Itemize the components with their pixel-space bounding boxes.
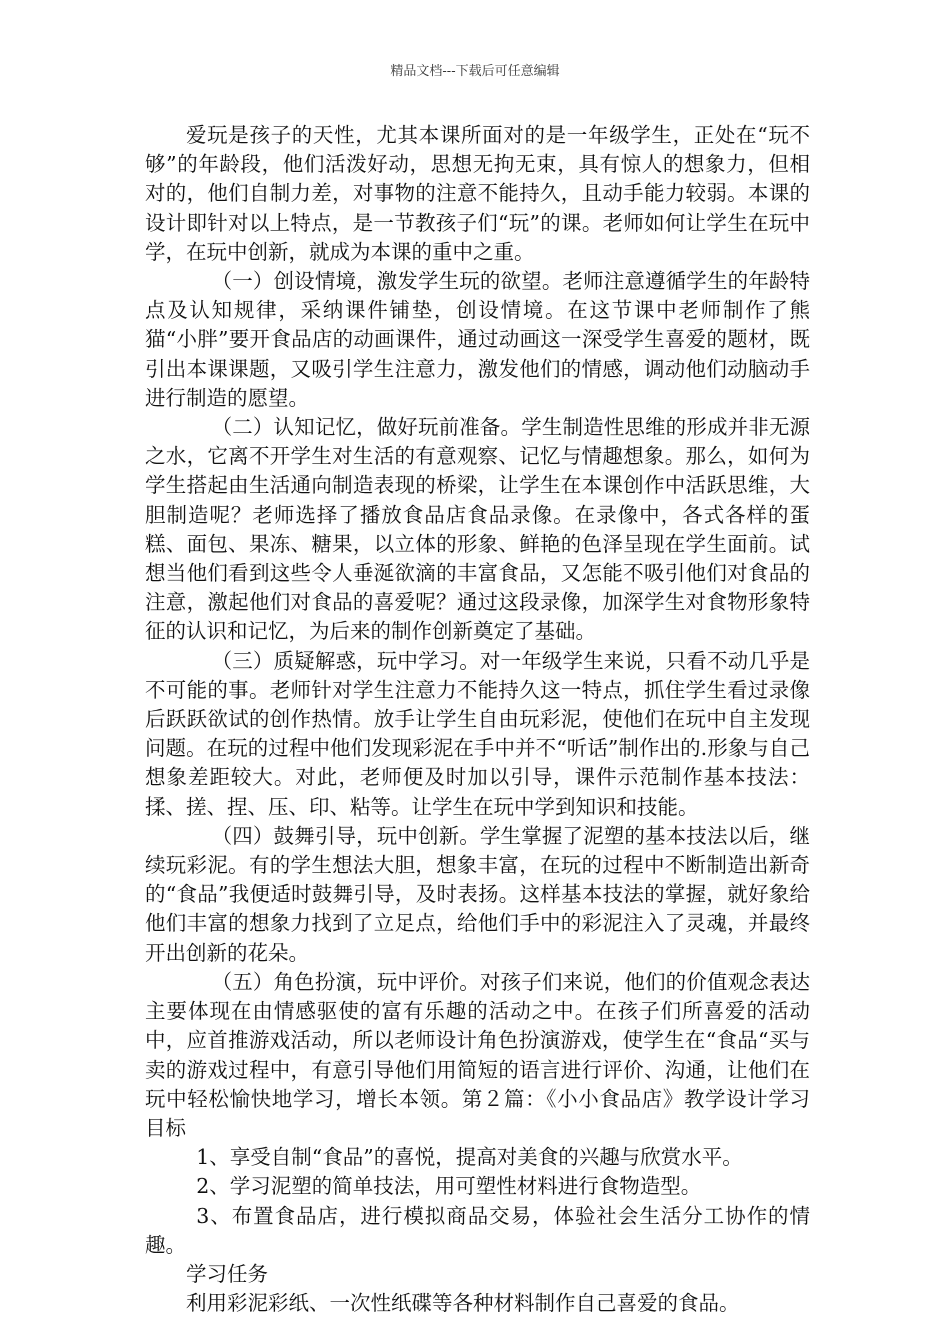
document-body [145, 121, 810, 1318]
paragraph-step-1: （一）创设情境，激发学生玩的欲望。老师注意遵循学生的年龄特点及认知规律，采纳课件铺垫，创设情境。在这节课中老师制作了熊猫“小胖”要开食品店的动画课件，通过动画这一深受学生喜爱的题材，既引出本课课题，又吸引学生注意力，激发他们的情感，调动他们动脑动手进行制造的愿望。 [145, 269, 810, 410]
paragraph-step-3: （三）质疑解惑，玩中学习。对一年级学生来说，只看不动几乎是不可能的事。老师针对学生注意力不能持久这一特点，抓住学生看过录像后跃跃欲试的创作热情。放手让学生自由玩彩泥，使他们在玩中自主发现问题。在玩的过程中他们发现彩泥在手中并不“听话”制作出的.形象与自己想象差距较大。对此，老师便及时加以引导，课件示范制作基本技法：揉、搓、捏、压、印、粘等。让学生在玩中学到知识和技能。 [145, 648, 810, 819]
paragraph-step-5: （五）角色扮演，玩中评价。对孩子们来说，他们的价值观念表达主要体现在由情感驱使的富有乐趣的活动之中。在孩子们所喜爱的活动中，应首推游戏活动，所以老师设计角色扮演游戏，使学生在“食品“买与卖的游戏过程中，有意引导他们用简短的语言进行评价、沟通，让他们在玩中轻松愉快地学习，增长本领。第２篇：《小小食品店》教学设计学习目标 [145, 969, 810, 1140]
paragraph-intro: 爱玩是孩子的天性，尤其本课所面对的是一年级学生，正处在“玩不够”的年龄段，他们活泼好动，思想无拘无束，具有惊人的想象力，但相对的，他们自制力差，对事物的注意不能持久，且动手能力较弱。本课的设计即针对以上特点，是一节教孩子们“玩”的课。老师如何让学生在玩中学，在玩中创新，就成为本课的重中之重。 [145, 123, 810, 264]
goal-item-2: 2、学习泥塑的简单技法，用可塑性材料进行食物造型。 [196, 1174, 702, 1199]
paragraph-step-4: （四）鼓舞引导，玩中创新。学生掌握了泥塑的基本技法以后，继续玩彩泥。有的学生想法大胆，想象丰富，在玩的过程中不断制造出新奇的“食品”我便适时鼓舞引导，及时表扬。这样基本技法的掌握，就好象给他们丰富的想象力找到了立足点，给他们手中的彩泥注入了灵魂，并最终开出创新的花朵。 [145, 823, 810, 965]
page-header: 精品文档---下载后可任意编辑 [390, 64, 560, 79]
goal-item-1: 1、享受自制“食品”的喜悦，提高对美食的兴趣与欣赏水平。 [196, 1145, 743, 1170]
paragraph-step-2: （二）认知记忆，做好玩前准备。学生制造性思维的形成并非无源之水，它离不开学生对生活的有意观察、记忆与情趣想象。那么，如何为学生搭起由生活通向制造表现的桥梁，让学生在本课创作中活跃思维，大胆制造呢？老师选择了播放食品店食品录像。在录像中，各式各样的蛋糕、面包、果冻、糖果，以立体的形象、鲜艳的色泽呈现在学生面前。试想当他们看到这些令人垂涎欲滴的丰富食品，又怎能不吸引他们对食品的注意，激起他们对食品的喜爱呢？通过这段录像，加深学生对食物形象特征的认识和记忆，为后来的制作创新奠定了基础。 [145, 415, 810, 644]
goal-item-3: 3、布置食品店，进行模拟商品交易，体验社会生活分工协作的情趣。 [145, 1203, 810, 1257]
section-heading-tasks: 学习任务 [186, 1261, 268, 1286]
task-paragraph: 利用彩泥彩纸、一次性纸碟等各种材料制作自己喜爱的食品。 [186, 1291, 740, 1316]
